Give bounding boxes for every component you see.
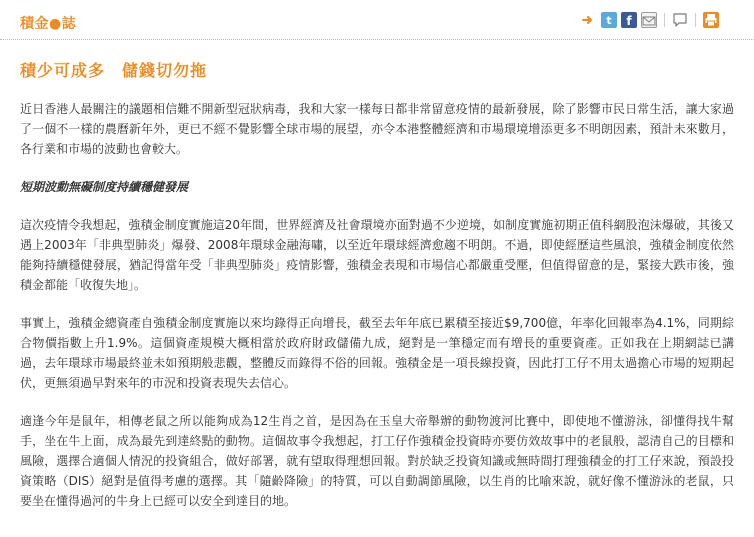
article-subheading: 短期波動無礙制度持續穩健發展 — [20, 180, 189, 194]
article-headline: 積少可成多 儲錢切勿拖 — [20, 61, 208, 80]
svg-text:f: f — [626, 14, 632, 28]
toolbar-divider — [664, 13, 665, 27]
article-paragraph: 事實上，強積金總資產自強積金制度實施以來均錄得正向增長，截至去年年底已累積至接近$9,700億，年率化回報率為4.1%，同期綜合物價指數上升1.9%。這個資產規模大概相當於政府財政儲備九成，絕對是一筆穩定而有增長的重要資產。正如我在上期網誌已講過，去年環球市場最終並未如預期般悲觀，整體反而錄得不俗的回報。強積金是一項長線投資，因此打工仔不用太過擔心市場的短期起伏，更無須過早對來年的市況和投資表現失去信心。 — [20, 316, 734, 390]
share-arrow-icon[interactable] — [581, 12, 597, 28]
comment-icon[interactable] — [672, 12, 688, 28]
article-body — [20, 99, 734, 529]
article-paragraph: 適逢今年是鼠年，相傳老鼠之所以能夠成為12生肖之首，是因為在玉皇大帝舉辦的動物渡河比賽中，即使地不懂游泳，卻懂得找牛幫手，坐在牛上面，成為最先到達終點的動物。這個故事令我想起，打工仔作強積金投資時亦要仿效故事中的老鼠般，認清自己的目標和風險，選擇合適個人情況的投資組合，做好部署，就有望取得理想回報。對於缺乏投資知識或無時間打理強積金的打工仔來說，預設投資策略（DIS）絕對是值得考慮的選擇。其「隨齡降險」的特質，可以自動調節風險，以生肖的比喻來說，就好像不懂游泳的老鼠，只要坐在懂得過河的牛身上已經可以安全到達目的地。 — [20, 414, 734, 508]
article-paragraph: 近日香港人最關注的議題相信難不開新型冠狀病毒，我和大家一樣每日都非常留意疫情的最新發展，除了影響市民日常生活，讓大家過了一個不一樣的農曆新年外，更已不經不覺影響全球市場的展望，亦令本港整體經濟和市場環境增添更多不明朗因素，預計未來數月，各行業和市場的波動也會較大。 — [20, 102, 734, 156]
twitter-icon[interactable] — [601, 12, 617, 28]
facebook-icon[interactable] — [621, 12, 637, 28]
email-icon[interactable] — [641, 12, 657, 28]
article-paragraph: 這次疫情令我想起，強積金制度實施這20年間，世界經濟及社會環境亦面對過不少逆境，如制度實施初期正值科網股泡沫爆破，其後又遇上2003年「非典型肺炎」爆發、2008年環球金融海嘯，以至近年環球經濟愈趨不明朗。不過，即使經歷這些風浪，強積金制度依然能夠持續穩健發展，猶記得當年受「非典型肺炎」疫情影響，強積金表現和市場信心都嚴重受壓，但值得留意的是，緊接大跌市後，強積金都能「收復失地」。 — [20, 218, 734, 292]
share-toolbar — [581, 12, 719, 28]
toolbar-divider — [695, 13, 696, 27]
print-icon[interactable] — [703, 12, 719, 28]
svg-text:t: t — [606, 14, 612, 27]
section-title: 積金●誌 — [20, 16, 77, 32]
article-header — [0, 0, 754, 40]
